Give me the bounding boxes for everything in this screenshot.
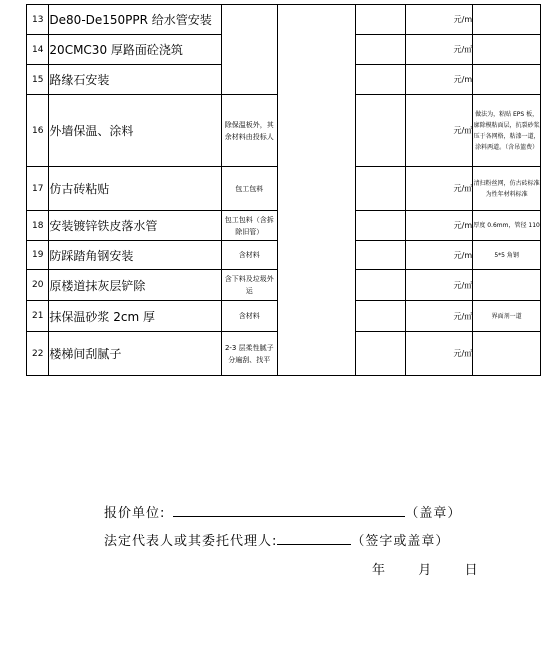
blank-cell: [356, 95, 405, 167]
representative-label: 法定代表人或其委托代理人:: [104, 534, 278, 549]
quote-unit-label: 报价单位:: [104, 506, 166, 521]
item-unit: 元/㎡: [405, 332, 472, 376]
item-name: 路缘石安装: [49, 65, 222, 95]
item-remark: [473, 35, 541, 65]
row-number: 16: [27, 95, 49, 167]
item-remark: 5*5 角钢: [473, 241, 541, 270]
sign-label: （签字或盖章）: [351, 534, 450, 549]
row-number: 22: [27, 332, 49, 376]
item-remark: [473, 270, 541, 301]
quote-unit-blank[interactable]: [173, 504, 405, 517]
item-name: 防踩踏角钢安装: [49, 241, 222, 270]
blank-cell: [356, 301, 405, 332]
row-number: 15: [27, 65, 49, 95]
seal-label: （盖章）: [405, 506, 462, 521]
blank-cell: [356, 5, 405, 35]
blank-cell: [356, 35, 405, 65]
item-unit: 元/m: [405, 241, 472, 270]
row-number: 20: [27, 270, 49, 301]
item-note: [221, 5, 277, 95]
row-number: 21: [27, 301, 49, 332]
item-unit: 元/m: [405, 211, 472, 241]
representative-blank[interactable]: [277, 532, 351, 545]
date-year: 年: [372, 563, 387, 578]
item-remark: [473, 332, 541, 376]
item-name: 原楼道抹灰层铲除: [49, 270, 222, 301]
date-line: [372, 559, 479, 578]
quote-table: [26, 4, 541, 376]
item-name: 外墙保温、涂料: [49, 95, 222, 167]
item-note: 包工包料: [221, 167, 277, 211]
row-number: 14: [27, 35, 49, 65]
table-row: [27, 5, 541, 35]
item-note: 除保温板外，其余材料由投标人: [221, 95, 277, 167]
date-day: 日: [464, 563, 479, 578]
item-note: 包工包料（含拆除旧管）: [221, 211, 277, 241]
row-number: 18: [27, 211, 49, 241]
item-name: 安装镀锌铁皮落水管: [49, 211, 222, 241]
blank-cell: [356, 65, 405, 95]
blank-column: [277, 5, 356, 376]
representative-line: [104, 530, 449, 549]
item-remark: 厚度 0.6mm，管径 110: [473, 211, 541, 241]
item-unit: 元/㎡: [405, 35, 472, 65]
item-unit: 元/m: [405, 65, 472, 95]
blank-cell: [356, 211, 405, 241]
item-unit: 元/㎡: [405, 95, 472, 167]
item-unit: 元/㎡: [405, 167, 472, 211]
item-note: 含材料: [221, 241, 277, 270]
item-remark: 界面剂一道: [473, 301, 541, 332]
item-unit: 元/㎡: [405, 270, 472, 301]
blank-cell: [356, 270, 405, 301]
row-number: 17: [27, 167, 49, 211]
date-month: 月: [418, 563, 433, 578]
item-name: 仿古砖粘贴: [49, 167, 222, 211]
item-note: 2-3 层柔性腻子分遍刮、找平: [221, 332, 277, 376]
item-name: De80-De150PPR 给水管安装: [49, 5, 222, 35]
item-name: 20CMC30 厚路面砼浇筑: [49, 35, 222, 65]
item-remark: [473, 65, 541, 95]
blank-cell: [356, 167, 405, 211]
quote-unit-line: [104, 502, 461, 521]
item-note: 含材料: [221, 301, 277, 332]
item-remark: 清扫粉丝网，仿古砖标准为性年材料标准: [473, 167, 541, 211]
item-remark: 做法为，粘贴 EPS 板，廓除模粘面层，抗裂砂浆压于各网格，粘漆一道，涂料两道。（含吊篮费）: [473, 95, 541, 167]
item-remark: [473, 5, 541, 35]
row-number: 13: [27, 5, 49, 35]
blank-cell: [356, 332, 405, 376]
item-name: 抹保温砂浆 2cm 厚: [49, 301, 222, 332]
item-unit: 元/㎡: [405, 301, 472, 332]
item-note: 含下料及垃圾外运: [221, 270, 277, 301]
item-name: 楼梯间刮腻子: [49, 332, 222, 376]
item-unit: 元/m: [405, 5, 472, 35]
blank-cell: [356, 241, 405, 270]
row-number: 19: [27, 241, 49, 270]
